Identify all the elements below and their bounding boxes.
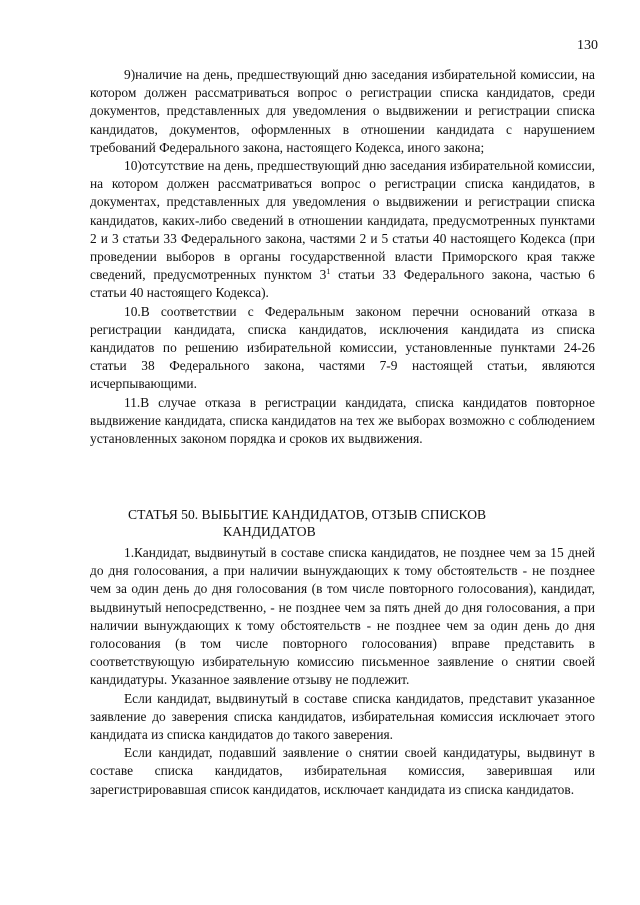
article-heading-line-1: СТАТЬЯ 50. ВЫБЫТИЕ КАНДИДАТОВ, ОТЗЫВ СПИСКОВ [128,507,487,522]
paragraph-part-11: 11.В случае отказа в регистрации кандидата, списка кандидатов повторное выдвижение кандидата, списка кандидатов на тех же выборах возможно с соблюдением установленных законом порядка и сроков их выдвижения. [90,394,595,447]
article-heading-line-2: КАНДИДАТОВ [223,524,316,539]
page-number: 130 [577,38,598,53]
paragraph-article-50-part-1-second: Если кандидат, выдвинутый в составе списка кандидатов, представит указанное заявление до заверения списка кандидатов, избирательная комиссия исключает этого кандидата из списка кандидатов до такого заверения. [90,690,595,743]
paragraph-part-10: 10.В соответствии с Федеральным законом перечни оснований отказа в регистрации кандидата, списка кандидатов, исключения кандидата из списка кандидатов по решению избирательной комиссии, установленные пунктами 24-26 статьи 38 Федерального закона, частями 7-9 настоящей статьи, являются исчерпывающими. [90,303,595,392]
paragraph-article-50-part-1: 1.Кандидат, выдвинутый в составе списка кандидатов, не позднее чем за 15 дней до дня голосования, а при наличии вынуждающих к тому обстоятельств - не позднее чем за один день до дня голосования (в том числе повторного голосования), кандидат, выдвинутый непосредственно, - не позднее чем за пять дней до дня голосования, а при наличии вынуждающих к тому обстоятельств - не позднее чем за один день до дня голосования (в том числе повторного голосования) вправе представить в соответствующую избирательную комиссию письменное заявление о снятии своей кандидатуры. Указанное заявление отзыву не подлежит. [90,545,595,688]
text-block-bottom [90,544,595,799]
paragraph-item-10 [90,157,595,303]
paragraph-item-10-text-end: статьи 33 Федерального закона, частью 6 статьи 40 настоящего Кодекса). [90,267,595,301]
superscript-mark: 1 [326,267,331,277]
text-block-top [90,66,595,448]
paragraph-item-10-text: 10)отсутствие на день, предшествующий дню заседания избирательной комиссии, на котором должен рассматриваться вопрос о регистрации списка кандидатов, в документах, представленных для уведомления о выдвижении и регистрации списка кандидатов, каких-либо сведений в отношении кандидата, предусмотренных пунктами 2 и 3 статьи 33 Федерального закона, частями 2 и 5 статьи 40 настоящего Кодекса (при проведении выборов в органы государственной власти Приморского края также сведений, предусмотренных пунктом 3 [90,158,595,283]
paragraph-item-9: 9)наличие на день, предшествующий дню заседания избирательной комиссии, на котором должен рассматриваться вопрос о регистрации списка кандидатов, среди документов, представленных для уведомления о выдвижении и регистрации списка кандидатов, документов, оформленных в отношении кандидата с нарушением требований Федерального закона, настоящего Кодекса, иного закона; [90,67,595,155]
article-heading [90,506,595,540]
paragraph-article-50-part-1-third: Если кандидат, подавший заявление о снятии своей кандидатуры, выдвинут в составе списка кандидатов, избирательная комиссия, заверившая или зарегистрировавшая список кандидатов, исключает кандидата из списка кандидатов. [90,745,595,797]
